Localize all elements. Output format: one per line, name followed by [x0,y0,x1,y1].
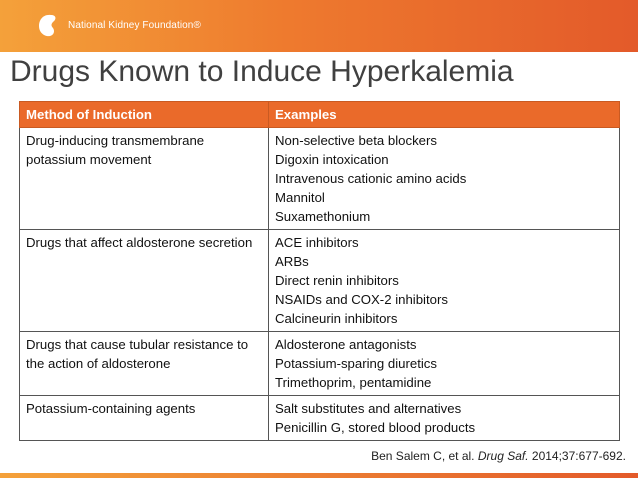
example-item: Aldosterone antagonists [275,337,417,352]
table-row [20,230,620,332]
example-item: Direct renin inhibitors [275,273,399,288]
example-item: Suxamethonium [275,209,371,224]
table-header-row [20,102,620,128]
citation-journal: Drug Saf. [477,449,529,463]
footer-bar [0,473,638,478]
example-item: Calcineurin inhibitors [275,311,398,326]
example-item: Mannitol [275,190,325,205]
slide-title: Drugs Known to Induce Hyperkalemia [10,55,514,88]
example-item: NSAIDs and COX-2 inhibitors [275,292,448,307]
table-row [20,332,620,396]
method-cell: Drug-inducing transmembrane potassium movement [20,128,269,230]
example-item: ACE inhibitors [275,235,359,250]
citation-ref: 2014;37:677-692. [531,449,626,463]
examples-cell [269,128,620,230]
example-item: Digoxin intoxication [275,152,389,167]
citation [371,449,626,463]
examples-cell [269,332,620,396]
table-row [20,396,620,441]
method-cell: Drugs that affect aldosterone secretion [20,230,269,332]
example-item: Non-selective beta blockers [275,133,437,148]
example-item: Salt substitutes and alternatives [275,401,462,416]
method-cell: Drugs that cause tubular resistance to the action of aldosterone [20,332,269,396]
example-item: ARBs [275,254,309,269]
example-item: Penicillin G, stored blood products [275,420,476,435]
org-name: National Kidney Foundation® [68,19,201,31]
method-cell: Potassium-containing agents [20,396,269,441]
citation-authors: Ben Salem C, et al. [371,449,475,463]
drug-table [19,101,620,441]
example-item: Intravenous cationic amino acids [275,171,467,186]
examples-cell [269,396,620,441]
header-banner [0,0,638,52]
example-item: Trimethoprim, pentamidine [275,375,432,390]
kidney-logo-icon [36,12,62,38]
example-item: Potassium-sparing diuretics [275,356,437,371]
column-header-method: Method of Induction [20,102,269,128]
nkf-logo [36,12,201,38]
table-row [20,128,620,230]
examples-cell [269,230,620,332]
column-header-examples: Examples [269,102,620,128]
